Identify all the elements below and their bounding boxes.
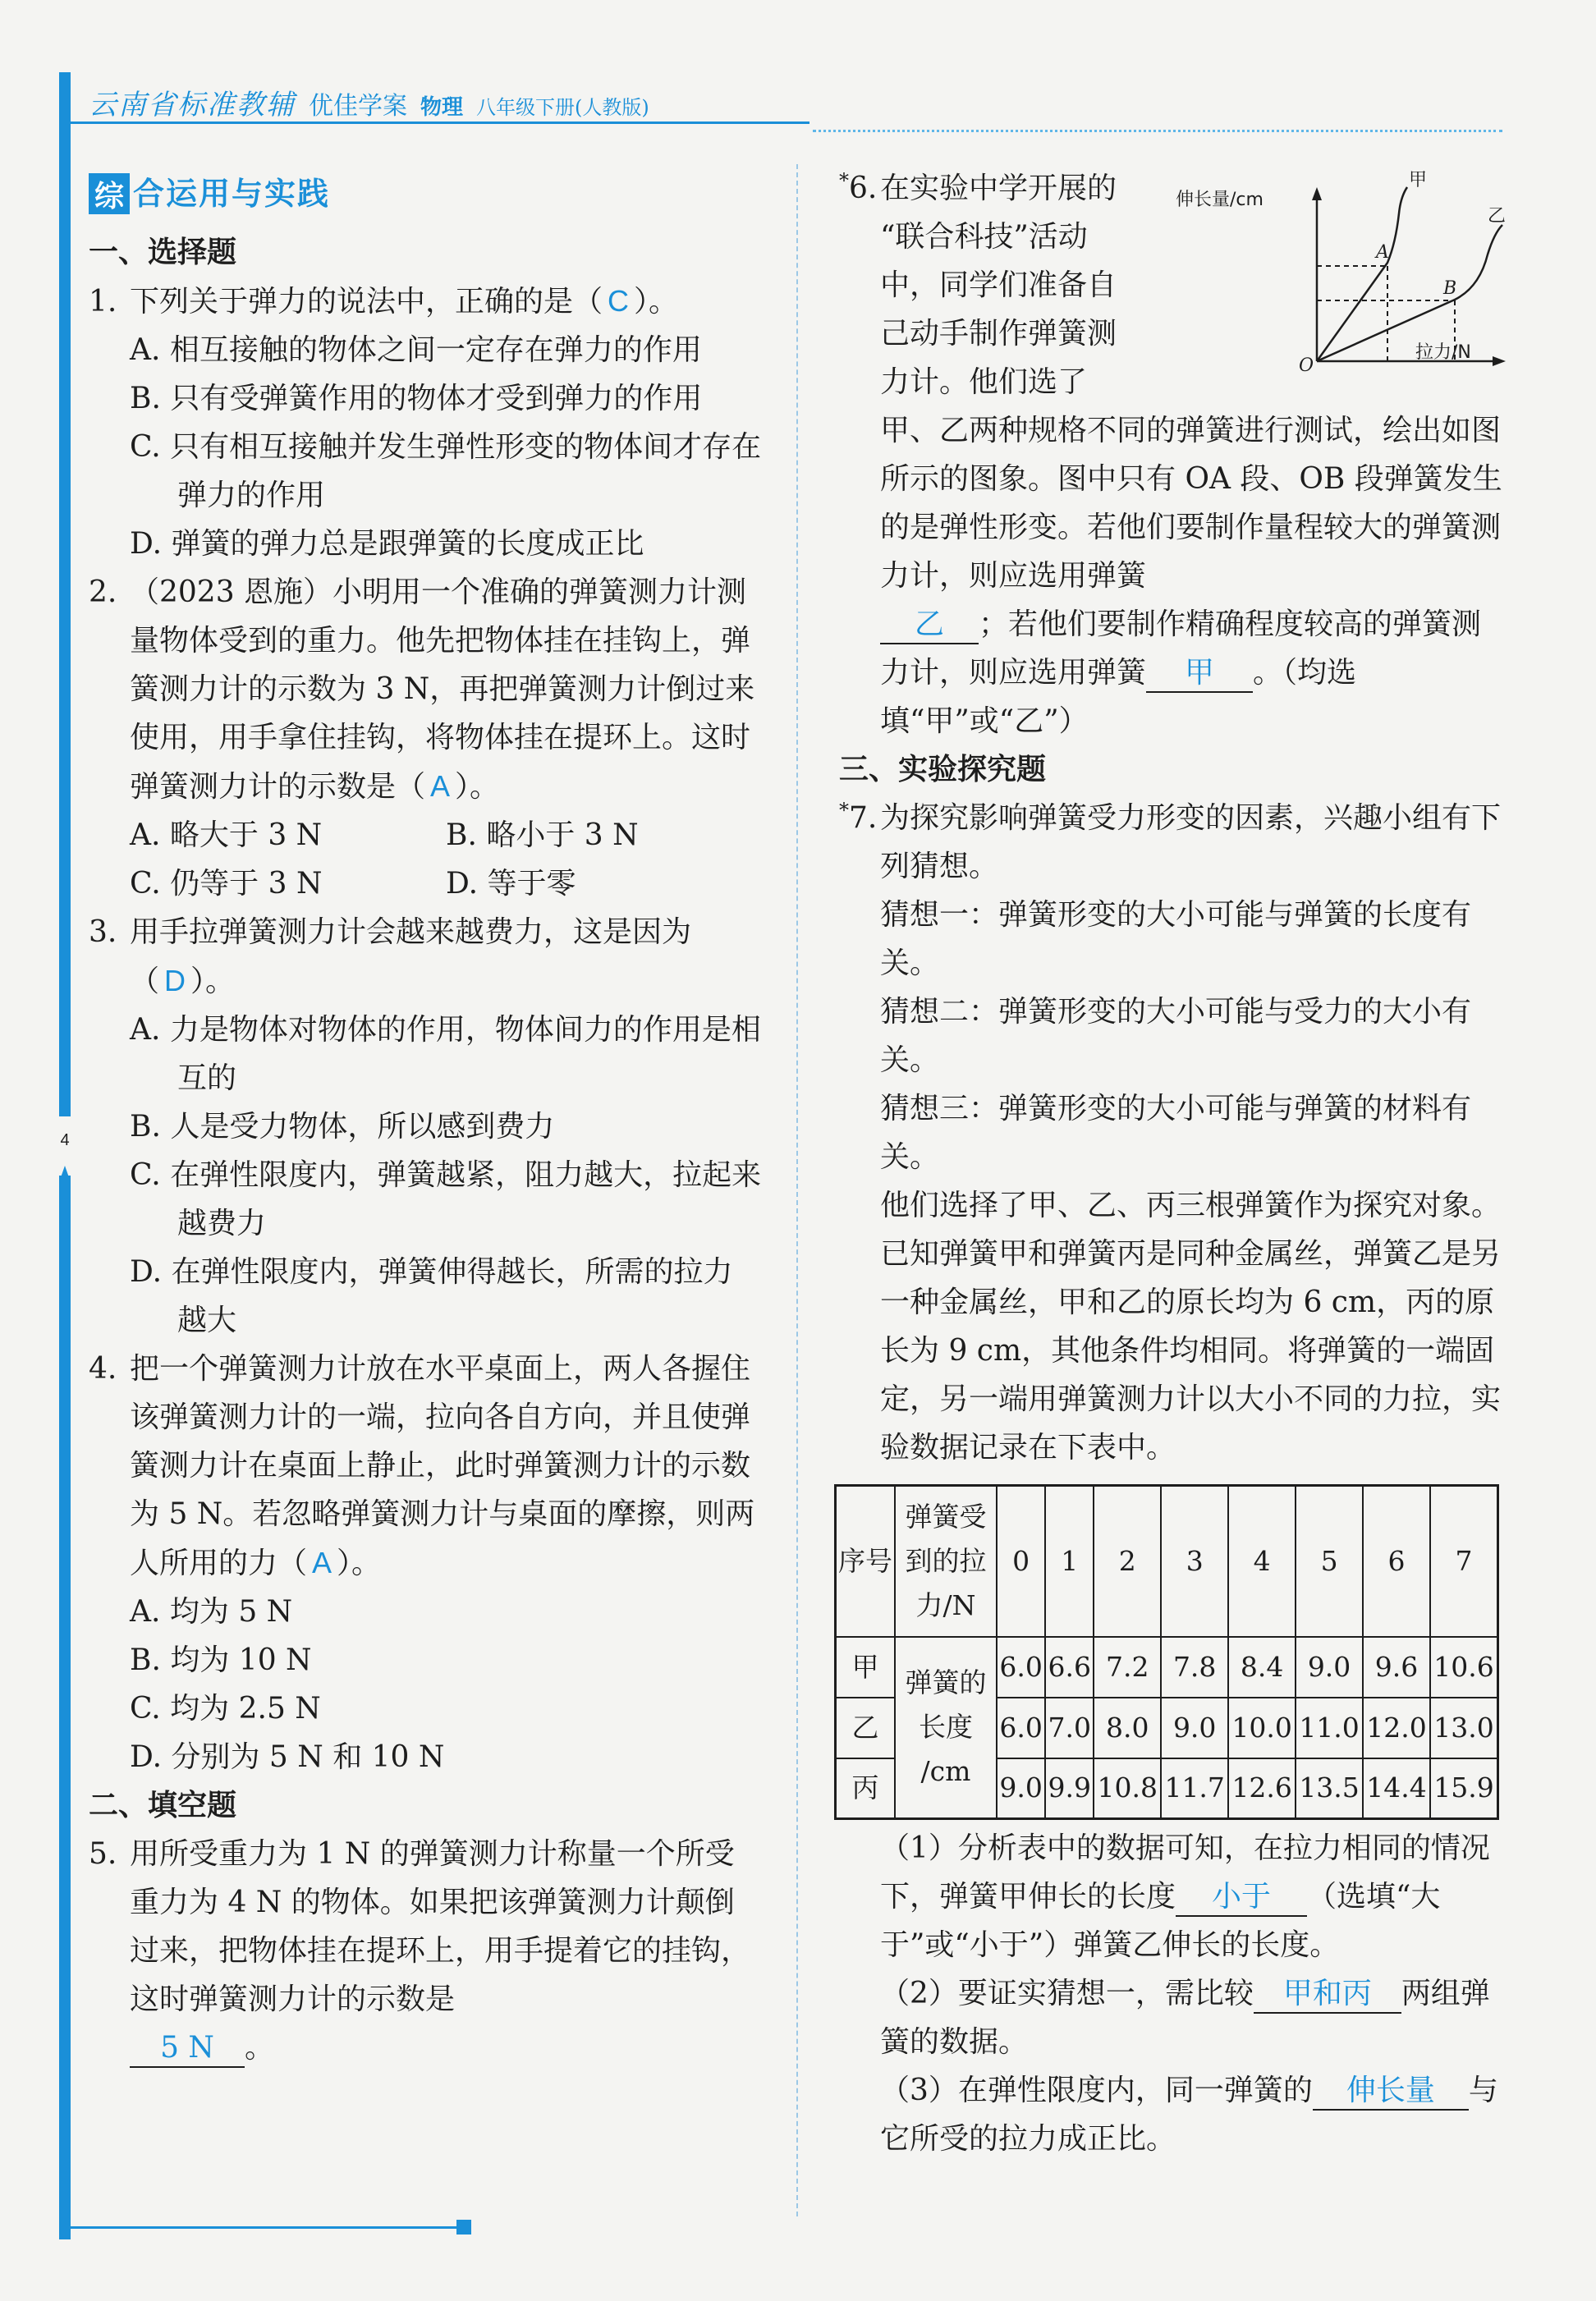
title-text: 合运用与实践 xyxy=(133,175,331,212)
curve-jia-label: 甲 xyxy=(1409,170,1428,190)
question-3: 3. 用手拉弹簧测力计会越来越费力，这是因为（ D ）。 xyxy=(89,915,692,998)
point-b-label: B xyxy=(1443,278,1457,299)
table-row: 乙 6.0 7.0 8.0 9.0 10.0 11.0 12.0 13.0 xyxy=(836,1698,1498,1758)
graph-xlabel: 拉力/N xyxy=(1415,342,1471,363)
guess-3: 猜想三：弹簧形变的大小可能与弹簧的材料有关。 xyxy=(880,1092,1472,1174)
header-subject: 物理 xyxy=(420,95,464,120)
spring-graph xyxy=(1176,164,1520,386)
option: B. 人是受力物体，所以感到费力 xyxy=(130,1110,555,1144)
experiment-description: 他们选择了甲、乙、丙三根弹簧作为探究对象。已知弹簧甲和弹簧丙是同种金属丝，弹簧乙是另一种金属丝，甲和乙的原长均为 6 cm，丙的原长为 9 cm，其他条件均相同。将弹簧的一端固定，另一端用弹簧测力计以大小不同的力拉，实验数据记录在下表中。 xyxy=(880,1189,1502,1464)
option: C. 均为 2.5 N xyxy=(130,1692,321,1726)
section-heading: 三、实验探究题 xyxy=(839,753,1047,786)
curve-yi xyxy=(1317,225,1502,361)
option: B. 略小于 3 N xyxy=(446,818,639,852)
answer: A xyxy=(312,1546,332,1579)
question-7-subquestions xyxy=(880,1824,1507,2163)
question-6: *6. 在实验中学开展的 “联合科技”活动 中，同学们准备自 己动手制作弹簧测 力计。他们选了 甲、乙两种规格不同的弹簧进行测试，绘出如图所示的图象。图中只有 OA 段、OB 段弹簧发生的是弹性形变。若他们要制作量程较大的弹簧测力计，则应选用弹簧 乙 ；若他们要制作精确程度较高的弹簧测力计，则应选用弹簧 甲 。（均选填“甲”或“乙”） 伸长量/cm 拉力/N O 甲 乙 A B xyxy=(839,164,1507,745)
table-header: 弹簧的 长度 /cm xyxy=(895,1637,997,1819)
option: D. 弹簧的弹力总是跟弹簧的长度成正比 xyxy=(130,527,644,561)
table-cell: 5 xyxy=(1296,1486,1363,1637)
header-grade: 八年级下册(人教版) xyxy=(476,96,649,119)
answer-blank: 甲和丙 xyxy=(1254,1976,1401,2014)
curve-jia xyxy=(1317,187,1407,361)
section-title xyxy=(89,164,762,223)
table-cell: 2 xyxy=(1094,1486,1161,1637)
table-cell: 7 xyxy=(1430,1486,1498,1637)
table-cell: 4 xyxy=(1228,1486,1296,1637)
graph-origin: O xyxy=(1299,355,1314,376)
answer: C xyxy=(608,284,630,318)
footer-line xyxy=(71,2226,465,2229)
answer-blank: 5 N xyxy=(130,2030,245,2068)
answer: A xyxy=(430,769,451,803)
answer-blank: 伸长量 xyxy=(1313,2073,1469,2111)
guess-2: 猜想二：弹簧形变的大小可能与受力的大小有关。 xyxy=(880,995,1472,1077)
question-1: 1. 下列关于弹力的说法中，正确的是（ C ）。 xyxy=(89,284,679,319)
header-brand: 云南省标准教辅 xyxy=(89,89,296,121)
table-row: 甲 弹簧的 长度 /cm 6.0 6.6 7.2 7.8 8.4 9.0 9.6 10.6 xyxy=(836,1637,1498,1698)
right-column xyxy=(839,164,1507,1472)
option: A. 相互接触的物体之间一定存在弹力的作用 xyxy=(130,333,702,367)
header-series: 优佳学案 xyxy=(309,92,407,121)
table-row: 丙 9.0 9.9 10.8 11.7 12.6 13.5 14.4 15.9 xyxy=(836,1758,1498,1819)
answer-blank: 小于 xyxy=(1176,1879,1307,1917)
table-header: 弹簧受 到的拉 力/N xyxy=(895,1486,997,1637)
sub-question-2: （2）要证实猜想一，需比较 甲和丙 两组弹簧的数据。 xyxy=(880,1977,1490,2059)
guess-1: 猜想一：弹簧形变的大小可能与弹簧的长度有关。 xyxy=(880,898,1472,980)
table-cell: 6 xyxy=(1363,1486,1430,1637)
table-cell: 3 xyxy=(1161,1486,1228,1637)
section-heading: 一、选择题 xyxy=(89,236,237,269)
x-arrow-icon xyxy=(1493,356,1506,366)
table-cell: 1 xyxy=(1045,1486,1094,1637)
option: B. 只有受弹簧作用的物体才受到弹力的作用 xyxy=(130,382,703,415)
y-arrow-icon xyxy=(1312,187,1322,200)
column-separator xyxy=(796,164,798,2216)
question-4: 4. 把一个弹簧测力计放在水平桌面上，两人各握住该弹簧测力计的一端，拉向各自方向，并且使弹簧测力计在桌面上静止，此时弹簧测力计的示数为 5 N。若忽略弹簧测力计与桌面的摩擦，则两人所用的力（ A ）。 xyxy=(89,1352,755,1580)
table-header: 序号 xyxy=(836,1486,896,1637)
data-table xyxy=(834,1484,1499,1820)
option: A. 均为 5 N xyxy=(130,1595,293,1629)
option: A. 力是物体对物体的作用，物体间力的作用是相互的 xyxy=(130,1013,761,1095)
sub-question-1: （1）分析表中的数据可知，在拉力相同的情况下，弹簧甲伸长的长度 小于 （选填“大于”或“小于”）弹簧乙伸长的长度。 xyxy=(880,1831,1490,1962)
option: C. 仍等于 3 N xyxy=(130,867,323,901)
table-cell: 0 xyxy=(997,1486,1045,1637)
question-2: 2. （2023 恩施）小明用一个准确的弹簧测力计测量物体受到的重力。他先把物体挂在挂钩上，弹簧测力计的示数为 3 N，再把弹簧测力计倒过来使用，用手拿住挂钩，将物体挂在提环上。这时弹簧测力计的示数是（ A ）。 xyxy=(89,575,755,804)
option: B. 均为 10 N xyxy=(130,1643,312,1677)
page-header xyxy=(89,82,649,120)
curve-yi-label: 乙 xyxy=(1488,206,1507,227)
point-a-label: A xyxy=(1376,242,1389,263)
option: A. 略大于 3 N xyxy=(130,818,323,852)
question-5: 5. 用所受重力为 1 N 的弹簧测力计称量一个所受重力为 4 N 的物体。如果把该弹簧测力计颠倒过来，把物体挂在提环上，用手提着它的挂钩，这时弹簧测力计的示数是 5 N 。 xyxy=(89,1830,762,2072)
option: C. 只有相互接触并发生弹性形变的物体间才存在弹力的作用 xyxy=(130,430,762,512)
option: C. 在弹性限度内，弹簧越紧，阻力越大，拉起来越费力 xyxy=(130,1158,762,1240)
option: D. 在弹性限度内，弹簧伸得越长，所需的拉力越大 xyxy=(130,1255,733,1337)
title-box: 综 xyxy=(89,173,130,214)
sub-question-3: （3）在弹性限度内，同一弹簧的 伸长量 与它所受的拉力成正比。 xyxy=(880,2074,1498,2156)
header-dotted-line xyxy=(813,130,1502,132)
answer: D xyxy=(164,964,186,997)
option: D. 分别为 5 N 和 10 N xyxy=(130,1740,445,1774)
option: D. 等于零 xyxy=(446,867,576,901)
left-column xyxy=(89,164,762,2072)
section-heading: 二、填空题 xyxy=(89,1789,237,1822)
graph-ylabel: 伸长量/cm xyxy=(1176,190,1264,210)
answer-blank: 甲 xyxy=(1146,655,1253,693)
page-number: 4 xyxy=(60,1131,70,1149)
question-7: *7. 为探究影响弹簧受力形变的因素，兴趣小组有下列猜想。 xyxy=(839,799,1502,883)
answer-blank: 乙 xyxy=(880,607,979,644)
